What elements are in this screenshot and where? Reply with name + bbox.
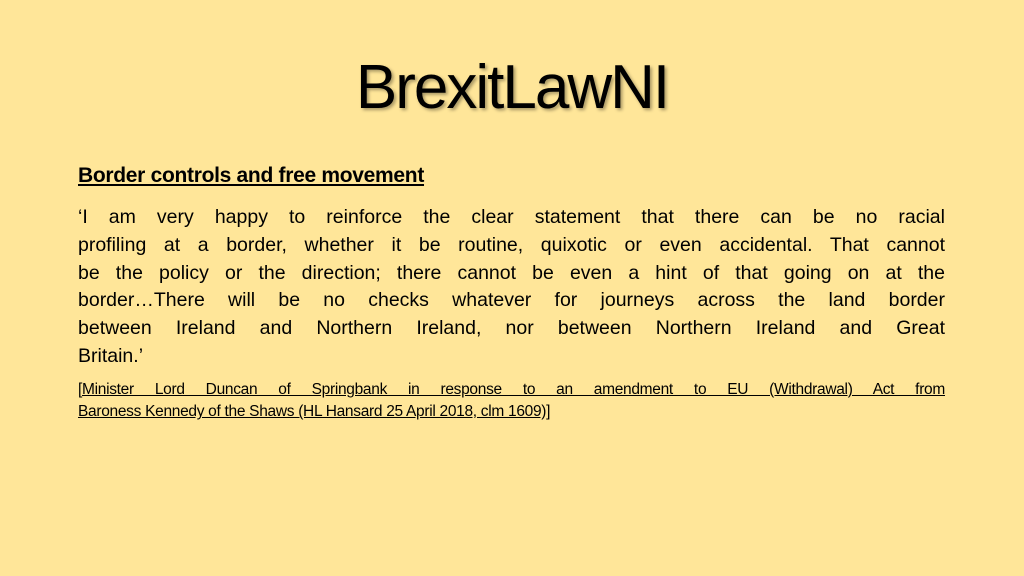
citation-line: [Minister Lord Duncan of Springbank in response to an amendment to EU (Withdrawal) Act from <box>78 380 945 398</box>
slide-content <box>78 160 945 424</box>
quote-block <box>78 204 945 371</box>
quote-line: between Ireland and Northern Ireland, nor between Northern Ireland and Great <box>78 317 945 340</box>
section-heading: Border controls and free movement <box>78 164 425 187</box>
quote-line: Britain.’ <box>78 344 144 367</box>
slide-title: BrexitLawNI <box>355 53 669 122</box>
quote-line: border…There will be no checks whatever for journeys across the land border <box>78 289 945 312</box>
quote-line: be the policy or the direction; there cannot be even a hint of that going on at the <box>78 261 945 284</box>
citation <box>78 379 945 424</box>
citation-line: Baroness Kennedy of the Shaws (HL Hansard 25 April 2018, clm 1609)] <box>78 403 551 421</box>
quote-line: profiling at a border, whether it be routine, quixotic or even accidental. That cannot <box>78 233 945 256</box>
quote-line: ‘I am very happy to reinforce the clear statement that there can be no racial <box>78 206 945 228</box>
